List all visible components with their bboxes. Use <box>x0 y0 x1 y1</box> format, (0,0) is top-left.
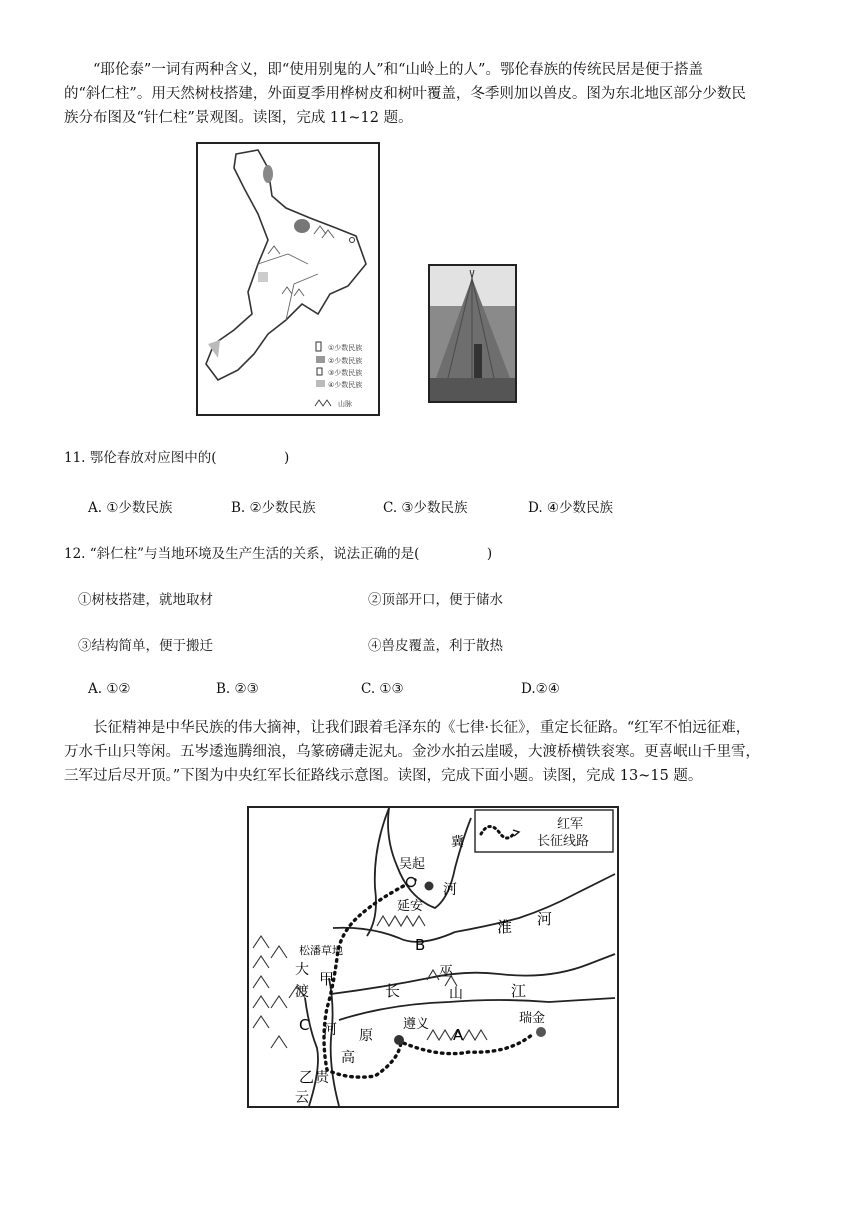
xierenzhu-photo-drawing <box>430 266 515 401</box>
label-region-yi: 乙 <box>299 1068 315 1086</box>
label-yanan: 延安 <box>397 899 424 914</box>
map1-legend-3: ③少数民族 <box>328 369 363 377</box>
label-region-a: A <box>453 1026 464 1044</box>
map2-legend-line-2: 长征线路 <box>537 834 590 849</box>
intro-1-line-2: 的“斜仁柱”。用天然树枝搭建，外面夏季用桦树皮和树叶覆盖，冬季则加以兽皮。图为东北地区部分少数民 <box>64 86 746 102</box>
long-march-map-drawing <box>249 808 617 1106</box>
map1-legend-4: ④少数民族 <box>328 381 363 389</box>
long-march-route-map <box>247 806 619 1108</box>
question-12-stem: 12. “斜仁柱”与当地环境及生产生活的关系，说法正确的是( ) <box>64 546 493 562</box>
northeast-minority-map <box>196 142 380 416</box>
label-yuan: 原 <box>359 1028 373 1044</box>
label-shan: 山 <box>449 986 463 1002</box>
label-yellow-river: 河 <box>443 882 457 898</box>
intro-paragraph-2 <box>64 716 794 788</box>
q12-option-a[interactable]: A. ①② <box>88 681 131 697</box>
intro-1-line-1: “耶伦泰”一词有两种含义，即“使用别鬼的人”和“山岭上的人”。鄂伦春族的传统民居是便于搭盖 <box>93 62 703 78</box>
q12-option-c[interactable]: C. ①③ <box>361 681 404 697</box>
label-dadu-1: 大 <box>295 962 309 978</box>
label-region-b: B <box>415 936 426 954</box>
label-gao: 高 <box>341 1050 355 1066</box>
label-jiang: 江 <box>511 982 527 1000</box>
label-region-c: C <box>299 1016 310 1034</box>
intro-2-line-2: 万水千山只等闲。五岑逶迤腾细浪，乌篆磅礴走泥丸。金沙水拍云崖暖，大渡桥横铁衮寒。更喜岷山千里雪， <box>64 744 760 760</box>
q11-option-d[interactable]: D. ④少数民族 <box>528 500 614 516</box>
label-yun: 云 <box>295 1090 309 1106</box>
q11-option-b[interactable]: B. ②少数民族 <box>231 500 316 516</box>
intro-2-line-3: 三军过后尽开顶。”下图为中央红军长征路线示意图。读图，完成下面小题。读图，完成 13~15 题。 <box>64 768 703 784</box>
map2-legend-line-1: 红军 <box>557 817 584 832</box>
label-chang: 长 <box>385 982 401 1000</box>
label-huai-river: 河 <box>537 910 553 928</box>
q11-option-a[interactable]: A. ①少数民族 <box>88 500 173 516</box>
label-dadu-2: 渡 <box>295 984 309 1000</box>
q12-option-b[interactable]: B. ②③ <box>216 681 259 697</box>
q11-option-c[interactable]: C. ③少数民族 <box>383 500 468 516</box>
label-songpan: 松潘草地 <box>299 944 343 957</box>
xierenzhu-photo <box>428 264 517 403</box>
question-11-stem: 11. 鄂伦春放对应图中的( ) <box>64 450 290 466</box>
label-dadu-river: 河 <box>323 1022 337 1038</box>
northeast-map-drawing <box>198 144 378 414</box>
label-ji: 冀 <box>451 835 465 850</box>
intro-1-line-3: 族分布图及“针仁柱”景观图。读图，完成 11~12 题。 <box>64 110 413 126</box>
map1-legend-1: ①少数民族 <box>328 344 363 352</box>
label-region-jia: 甲 <box>319 970 335 988</box>
label-huai: 淮 <box>497 918 513 936</box>
intro-2-line-1: 长征精神是中华民族的伟大摘神，让我们跟着毛泽东的《七律·长征》，重定长征路。“红军不怕远征难， <box>93 720 751 736</box>
q12-option-d[interactable]: D.②④ <box>521 681 560 697</box>
q12-statement-3: ③结构简单，便于搬迁 <box>78 638 213 654</box>
q12-statement-2: ②顶部开口，便于储水 <box>368 592 503 608</box>
label-zunyi: 遵义 <box>403 1017 430 1032</box>
map1-legend-5: 山脉 <box>338 400 352 408</box>
q12-statement-1: ①树枝搭建，就地取材 <box>78 592 213 608</box>
label-gui: 贵 <box>315 1070 329 1086</box>
label-wu: 巫 <box>439 964 453 980</box>
map1-legend-2: ②少数民族 <box>328 357 363 365</box>
q12-statement-4: ④兽皮覆盖，利于散热 <box>368 638 503 654</box>
label-ruijin: 瑞金 <box>519 1011 546 1026</box>
label-wuqi: 吴起 <box>399 857 426 872</box>
intro-paragraph-1 <box>64 58 794 130</box>
